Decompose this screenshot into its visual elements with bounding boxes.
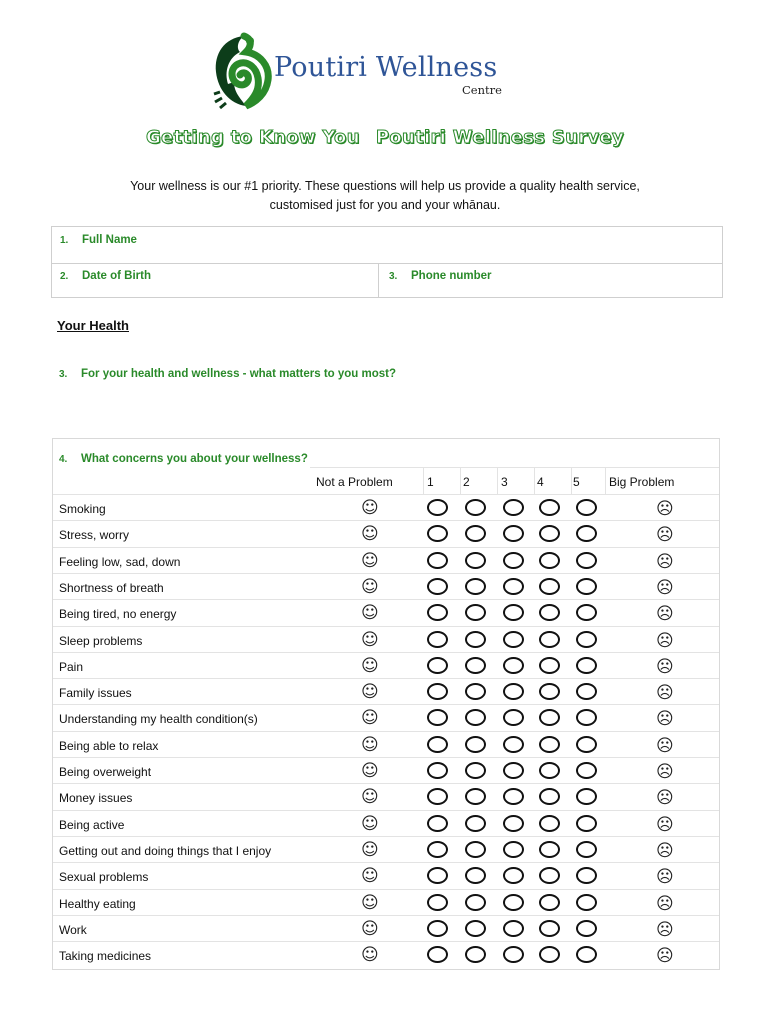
rating-radio-5[interactable] bbox=[576, 709, 597, 726]
concern-row bbox=[53, 520, 719, 546]
header-column-divider bbox=[534, 467, 535, 494]
concern-row bbox=[53, 652, 719, 678]
rating-radio-2[interactable] bbox=[465, 499, 486, 516]
sad-face-icon: ☹ bbox=[656, 683, 674, 704]
happy-face-icon: ☺ bbox=[361, 918, 379, 939]
header-scale-3: 3 bbox=[501, 475, 508, 489]
brand-subtitle: Centre bbox=[462, 83, 502, 97]
rating-radio-5[interactable] bbox=[576, 499, 597, 516]
rating-radio-1[interactable] bbox=[427, 946, 448, 963]
full-name-field[interactable] bbox=[51, 226, 723, 264]
rating-radio-1[interactable] bbox=[427, 815, 448, 832]
rating-radio-5[interactable] bbox=[576, 631, 597, 648]
question-4-label: What concerns you about your wellness? bbox=[81, 453, 308, 465]
rating-radio-1[interactable] bbox=[427, 709, 448, 726]
rating-radio-3[interactable] bbox=[503, 709, 524, 726]
rating-radio-1[interactable] bbox=[427, 657, 448, 674]
happy-face-icon: ☺ bbox=[361, 524, 379, 545]
happy-face-icon: ☺ bbox=[361, 734, 379, 755]
page-title bbox=[0, 127, 770, 148]
happy-face-icon: ☺ bbox=[361, 839, 379, 860]
concern-label: Shortness of breath bbox=[59, 580, 164, 595]
rating-radio-5[interactable] bbox=[576, 762, 597, 779]
sad-face-icon: ☹ bbox=[656, 630, 674, 651]
question-3-label: For your health and wellness - what matters to you most? bbox=[81, 368, 397, 380]
concern-label: Taking medicines bbox=[59, 949, 152, 964]
concern-label: Family issues bbox=[59, 686, 132, 701]
concern-row bbox=[53, 573, 719, 599]
concern-label: Work bbox=[59, 922, 87, 937]
rating-radio-2[interactable] bbox=[465, 867, 486, 884]
question-4-number: 4. bbox=[59, 454, 68, 465]
header-column-divider bbox=[571, 467, 572, 494]
rating-radio-4[interactable] bbox=[539, 631, 560, 648]
rating-radio-3[interactable] bbox=[503, 815, 524, 832]
rating-radio-4[interactable] bbox=[539, 525, 560, 542]
sad-face-icon: ☹ bbox=[656, 604, 674, 625]
question-4 bbox=[59, 449, 308, 467]
concern-row bbox=[53, 889, 719, 915]
rating-radio-2[interactable] bbox=[465, 841, 486, 858]
happy-face-icon: ☺ bbox=[361, 550, 379, 571]
concern-row bbox=[53, 547, 719, 573]
sad-face-icon: ☹ bbox=[656, 788, 674, 809]
rating-radio-2[interactable] bbox=[465, 552, 486, 569]
concern-label: Being active bbox=[59, 817, 125, 832]
rating-radio-1[interactable] bbox=[427, 631, 448, 648]
concern-row bbox=[53, 915, 719, 941]
rating-radio-1[interactable] bbox=[427, 552, 448, 569]
rating-radio-3[interactable] bbox=[503, 894, 524, 911]
rating-radio-5[interactable] bbox=[576, 920, 597, 937]
happy-face-icon: ☺ bbox=[361, 629, 379, 650]
rating-radio-3[interactable] bbox=[503, 762, 524, 779]
concern-row bbox=[53, 704, 719, 730]
rating-radio-4[interactable] bbox=[539, 867, 560, 884]
rating-radio-3[interactable] bbox=[503, 683, 524, 700]
intro-text bbox=[80, 177, 690, 215]
sad-face-icon: ☹ bbox=[656, 814, 674, 835]
rating-radio-1[interactable] bbox=[427, 736, 448, 753]
rating-radio-5[interactable] bbox=[576, 946, 597, 963]
rating-radio-4[interactable] bbox=[539, 552, 560, 569]
happy-face-icon: ☺ bbox=[361, 787, 379, 808]
rating-radio-2[interactable] bbox=[465, 920, 486, 937]
header-scale-5: 5 bbox=[573, 475, 580, 489]
concern-label: Feeling low, sad, down bbox=[59, 554, 181, 569]
happy-face-icon: ☺ bbox=[361, 708, 379, 729]
sad-face-icon: ☹ bbox=[656, 709, 674, 730]
sad-face-icon: ☹ bbox=[656, 893, 674, 914]
rating-radio-4[interactable] bbox=[539, 788, 560, 805]
rating-radio-4[interactable] bbox=[539, 683, 560, 700]
rating-radio-4[interactable] bbox=[539, 578, 560, 595]
concern-label: Being able to relax bbox=[59, 738, 159, 753]
concern-row bbox=[53, 862, 719, 888]
header-column-divider bbox=[605, 467, 606, 494]
rating-radio-4[interactable] bbox=[539, 604, 560, 621]
rating-radio-5[interactable] bbox=[576, 552, 597, 569]
rating-radio-4[interactable] bbox=[539, 499, 560, 516]
rating-radio-3[interactable] bbox=[503, 525, 524, 542]
concern-row bbox=[53, 941, 719, 967]
header-column-divider bbox=[460, 467, 461, 494]
rating-radio-1[interactable] bbox=[427, 578, 448, 595]
rating-radio-4[interactable] bbox=[539, 946, 560, 963]
sad-face-icon: ☹ bbox=[656, 577, 674, 598]
rating-radio-1[interactable] bbox=[427, 762, 448, 779]
rating-radio-2[interactable] bbox=[465, 525, 486, 542]
rating-radio-5[interactable] bbox=[576, 683, 597, 700]
header-column-divider bbox=[497, 467, 498, 494]
rating-radio-5[interactable] bbox=[576, 815, 597, 832]
rating-radio-1[interactable] bbox=[427, 683, 448, 700]
concern-row bbox=[53, 494, 719, 520]
header-not-a-problem: Not a Problem bbox=[316, 475, 393, 489]
rating-radio-2[interactable] bbox=[465, 736, 486, 753]
title-right: Poutiri Wellness Survey bbox=[375, 127, 625, 148]
rating-radio-4[interactable] bbox=[539, 841, 560, 858]
rating-radio-1[interactable] bbox=[427, 841, 448, 858]
rating-radio-2[interactable] bbox=[465, 894, 486, 911]
sad-face-icon: ☹ bbox=[656, 551, 674, 572]
header-divider bbox=[310, 467, 719, 468]
sad-face-icon: ☹ bbox=[656, 946, 674, 967]
rating-radio-2[interactable] bbox=[465, 946, 486, 963]
rating-radio-1[interactable] bbox=[427, 867, 448, 884]
phone-number-field[interactable] bbox=[378, 263, 723, 298]
rating-radio-4[interactable] bbox=[539, 762, 560, 779]
header-scale-2: 2 bbox=[463, 475, 470, 489]
section-title: Your Health bbox=[57, 318, 129, 333]
sad-face-icon: ☹ bbox=[656, 867, 674, 888]
logo bbox=[210, 30, 510, 112]
rating-radio-1[interactable] bbox=[427, 525, 448, 542]
happy-face-icon: ☺ bbox=[361, 498, 379, 518]
rating-radio-1[interactable] bbox=[427, 499, 448, 516]
rating-radio-3[interactable] bbox=[503, 499, 524, 516]
concern-row bbox=[53, 783, 719, 809]
rating-radio-5[interactable] bbox=[576, 841, 597, 858]
rating-radio-3[interactable] bbox=[503, 631, 524, 648]
dob-label: Date of Birth bbox=[82, 270, 151, 282]
question-3-answer-area[interactable] bbox=[52, 384, 720, 434]
rating-radio-2[interactable] bbox=[465, 683, 486, 700]
rating-radio-5[interactable] bbox=[576, 657, 597, 674]
koru-logo-icon bbox=[210, 32, 278, 110]
rating-radio-1[interactable] bbox=[427, 894, 448, 911]
header-column-divider bbox=[423, 467, 424, 494]
rating-radio-1[interactable] bbox=[427, 920, 448, 937]
concern-label: Stress, worry bbox=[59, 528, 130, 543]
concern-label: Smoking bbox=[59, 502, 106, 516]
question-3 bbox=[59, 364, 396, 382]
rating-radio-5[interactable] bbox=[576, 736, 597, 753]
sad-face-icon: ☹ bbox=[656, 840, 674, 861]
concern-row bbox=[53, 810, 719, 836]
rating-radio-2[interactable] bbox=[465, 788, 486, 805]
rating-radio-3[interactable] bbox=[503, 736, 524, 753]
full-name-label: Full Name bbox=[82, 234, 137, 246]
happy-face-icon: ☺ bbox=[361, 945, 379, 966]
happy-face-icon: ☺ bbox=[361, 813, 379, 834]
phone-number: 3. bbox=[389, 271, 398, 282]
title-left: Getting to Know You bbox=[145, 127, 360, 148]
question-3-number: 3. bbox=[59, 369, 68, 380]
rating-radio-4[interactable] bbox=[539, 709, 560, 726]
rating-radio-2[interactable] bbox=[465, 815, 486, 832]
concern-row bbox=[53, 599, 719, 625]
happy-face-icon: ☺ bbox=[361, 655, 379, 676]
rating-radio-3[interactable] bbox=[503, 657, 524, 674]
rating-radio-5[interactable] bbox=[576, 867, 597, 884]
happy-face-icon: ☺ bbox=[361, 603, 379, 624]
sad-face-icon: ☹ bbox=[656, 499, 674, 519]
sad-face-icon: ☹ bbox=[656, 525, 674, 546]
intro-line-1: Your wellness is our #1 priority. These questions will help us provide a quality health service, bbox=[130, 179, 640, 193]
rating-radio-3[interactable] bbox=[503, 946, 524, 963]
happy-face-icon: ☺ bbox=[361, 682, 379, 703]
full-name-number: 1. bbox=[60, 235, 69, 246]
concern-label: Pain bbox=[59, 659, 84, 674]
rating-radio-4[interactable] bbox=[539, 657, 560, 674]
dob-number: 2. bbox=[60, 271, 69, 282]
concern-label: Being tired, no energy bbox=[59, 607, 177, 622]
phone-label: Phone number bbox=[411, 270, 492, 282]
concern-row bbox=[53, 626, 719, 652]
rating-radio-4[interactable] bbox=[539, 736, 560, 753]
rating-radio-2[interactable] bbox=[465, 578, 486, 595]
concern-label: Getting out and doing things that I enjoy bbox=[59, 843, 272, 858]
happy-face-icon: ☺ bbox=[361, 761, 379, 781]
sad-face-icon: ☹ bbox=[656, 656, 674, 677]
happy-face-icon: ☺ bbox=[361, 866, 379, 887]
concern-row bbox=[53, 678, 719, 704]
rating-radio-4[interactable] bbox=[539, 815, 560, 832]
rating-radio-4[interactable] bbox=[539, 894, 560, 911]
header-scale-4: 4 bbox=[537, 475, 544, 489]
rating-radio-3[interactable] bbox=[503, 867, 524, 884]
rating-radio-3[interactable] bbox=[503, 920, 524, 937]
intro-line-2: customised just for you and your whānau. bbox=[269, 198, 501, 212]
concern-row bbox=[53, 757, 719, 783]
concern-label: Sleep problems bbox=[59, 633, 143, 648]
header-big-problem: Big Problem bbox=[609, 475, 675, 489]
rating-radio-2[interactable] bbox=[465, 709, 486, 726]
date-of-birth-field[interactable] bbox=[51, 263, 379, 298]
rating-radio-5[interactable] bbox=[576, 578, 597, 595]
rating-radio-5[interactable] bbox=[576, 604, 597, 621]
concern-label: Being overweight bbox=[59, 765, 152, 779]
sad-face-icon: ☹ bbox=[656, 735, 674, 756]
rating-radio-2[interactable] bbox=[465, 762, 486, 779]
concern-row bbox=[53, 836, 719, 862]
sad-face-icon: ☹ bbox=[656, 762, 674, 782]
rating-radio-4[interactable] bbox=[539, 920, 560, 937]
rating-radio-2[interactable] bbox=[465, 631, 486, 648]
rating-radio-1[interactable] bbox=[427, 788, 448, 805]
rating-radio-5[interactable] bbox=[576, 894, 597, 911]
rating-radio-3[interactable] bbox=[503, 841, 524, 858]
concern-label: Healthy eating bbox=[59, 896, 136, 911]
rating-radio-5[interactable] bbox=[576, 788, 597, 805]
concern-label: Money issues bbox=[59, 791, 133, 806]
rating-radio-5[interactable] bbox=[576, 525, 597, 542]
rating-radio-2[interactable] bbox=[465, 604, 486, 621]
rating-radio-1[interactable] bbox=[427, 604, 448, 621]
concern-label: Sexual problems bbox=[59, 870, 149, 885]
concern-label: Understanding my health condition(s) bbox=[59, 712, 258, 727]
rating-radio-3[interactable] bbox=[503, 604, 524, 621]
happy-face-icon: ☺ bbox=[361, 576, 379, 597]
rating-radio-3[interactable] bbox=[503, 788, 524, 805]
happy-face-icon: ☺ bbox=[361, 892, 379, 913]
header-scale-1: 1 bbox=[427, 475, 434, 489]
rating-radio-3[interactable] bbox=[503, 552, 524, 569]
rating-radio-2[interactable] bbox=[465, 657, 486, 674]
concerns-table bbox=[52, 438, 720, 970]
rating-radio-3[interactable] bbox=[503, 578, 524, 595]
sad-face-icon: ☹ bbox=[656, 919, 674, 940]
brand-name: Poutiri Wellness bbox=[274, 52, 498, 83]
concern-row bbox=[53, 731, 719, 757]
